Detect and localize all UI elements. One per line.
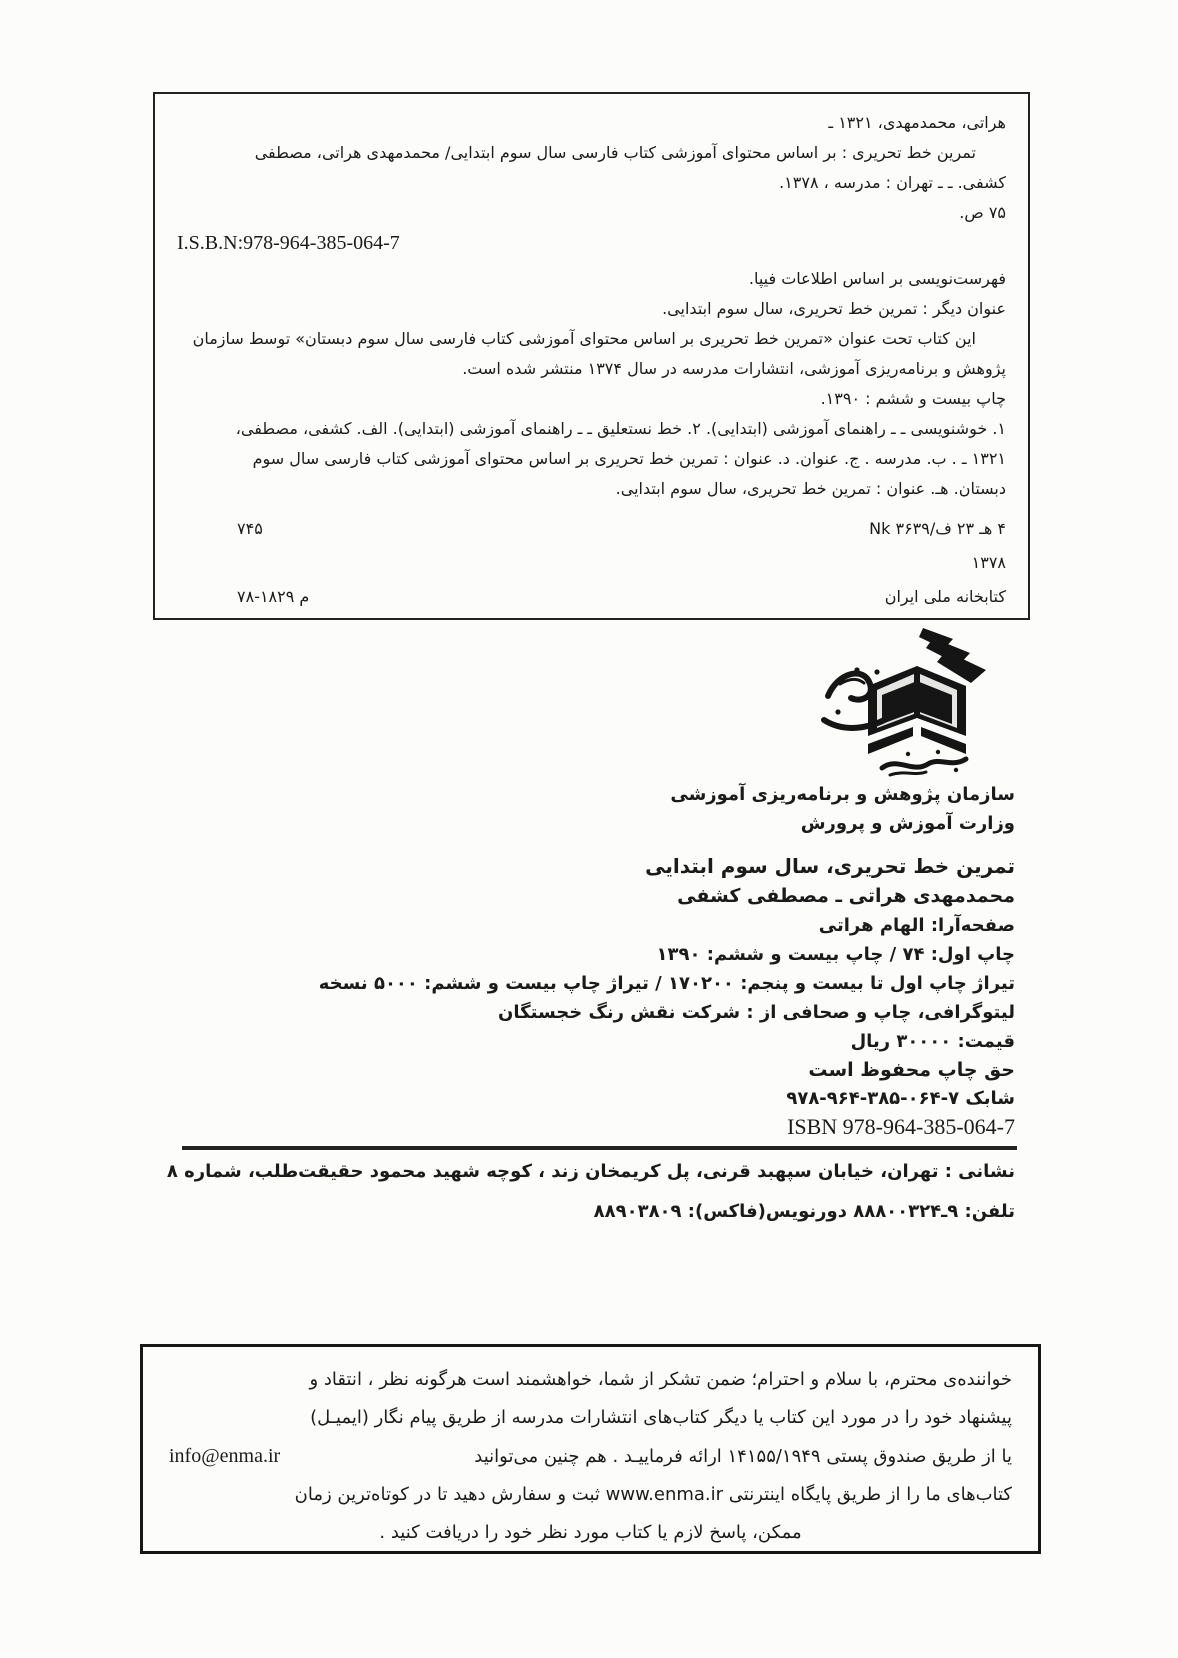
layout-credit-line: صفحه‌آرا: الهام هراتی [818,915,1015,936]
cip-title-line-1: تمرین خط تحریری : بر اساس محتوای آموزشی کتاب فارسی سال سوم ابتدایی/ محمدمهدی هراتی، مصطفی [254,143,976,162]
cip-year-number: ۱۳۷۸ [971,553,1006,572]
reader-note-line-3 [169,1437,1012,1476]
publisher-org-line-1: سازمان پژوهش و برنامه‌ریزی آموزشی [670,784,1015,805]
isbn-line: ISBN 978-964-385-064-7 [787,1114,1015,1139]
open-book-logo-icon [820,626,1015,778]
cip-other-title-line: عنوان دیگر : تمرین خط تحریری، سال سوم ابتدایی. [662,299,1006,318]
edition-line: چاپ اول: ۷۴ / چاپ بیست و ششم: ۱۳۹۰ [656,944,1015,965]
reader-note-line-1: خواننده‌ی محترم، با سلام و احترام؛ ضمن تشکر از شما، خواهشمند است هرگونه نظر ، انتقاد و [309,1369,1012,1390]
cip-numbers-section [177,512,1006,614]
address-line: نشانی : تهران، خیابان سپهبد قرنی، پل کریمخان زند ، کوچه شهید محمود حقیقت‌طلب، شماره ۸ [166,1161,1015,1182]
contact-block [167,1152,1015,1232]
shabak-label: شابک [965,1088,1015,1109]
madreseh-publications-logo [820,626,1015,778]
book-title: تمرین خط تحریری، سال سوم ابتدایی [645,854,1015,878]
copyright-line: حق چاپ محفوظ است [808,1059,1015,1081]
cip-call-number: ۴ هـ ۲۳ ف/۳۶۳۹ Nk [869,519,1006,538]
publisher-info-block [319,780,1015,1141]
reader-note-line-5: ممکن، پاسخ لازم یا کتاب مورد نظر خود را دریافت کنید . [379,1522,802,1543]
cip-isbn-line: I.S.B.N:978-964-385-064-7 [177,232,400,254]
cip-fipa-line: فهرست‌نویسی بر اساس اطلاعات فیپا. [748,269,1006,288]
cip-note-line-1: این کتاب تحت عنوان «تمرین خط تحریری بر اساس محتوای آموزشی کتاب فارسی سال سوم دبستان» توسط سازمان [192,329,976,348]
publisher-org-line-2: وزارت آموزش و پرورش [800,813,1015,834]
shabak-number: ۹۷۸-۹۶۴-۳۸۵-۰۶۴-۷ [786,1088,960,1109]
cip-library-row [177,580,1006,614]
print-run-line: تیراژ چاپ اول تا بیست و پنجم: ۱۷۰۲۰۰ / تیراژ چاپ بیست و ششم: ۵۰۰۰ نسخه [318,973,1015,994]
cip-note-line-2: پژوهش و برنامه‌ریزی آموزشی، انتشارات مدرسه در سال ۱۳۷۴ منتشر شده است. [462,359,1006,378]
cip-pages-line: ۷۵ ص. [959,203,1006,222]
phone-line: تلفن: ۹ـ۸۸۸۰۰۳۲۴ دورنویس(فاکس): ۸۸۹۰۳۸۰۹ [593,1201,1015,1222]
reader-note-line-2: پیشنهاد خود را در مورد این کتاب یا دیگر کتاب‌های انتشارات مدرسه از طریق پیام نگار (ایمیـل) [310,1407,1012,1428]
reader-note-line-3-text: یا از طریق صندوق پستی ۱۴۱۵۵/۱۹۴۹ ارائه فرماییـد . هم چنین می‌توانید [474,1446,1012,1467]
reader-note-box [140,1344,1041,1554]
authors-line: محمدمهدی هراتی ـ مصطفی کشفی [677,885,1015,907]
cip-subject-line-3: دبستان. هـ. عنوان : تمرین خط تحریری، سال سوم ابتدایی. [615,479,1006,498]
cip-subject-line-1: ۱. خوشنویسی ـ ـ راهنمای آموزشی (ابتدایی). ۲. خط نستعلیق ـ ـ راهنمای آموزشی (ابتدایی). الف. کشفی، مصطفی، [235,419,1006,438]
cip-author-line: هراتی، محمدمهدی، ۱۳۲۱ ـ [828,113,1006,132]
cip-dewey-number: ۷۴۵ [237,519,263,538]
cip-title-line-2: کشفی. ـ ـ تهران : مدرسه ، ۱۳۷۸. [779,173,1006,192]
cip-call-number-row [177,512,1006,546]
price-line: قیمت: ۳۰۰۰۰ ریال [850,1031,1015,1052]
horizontal-divider [182,1146,1017,1150]
cip-record-number: ۷۸-۱۸۲۹ م [237,587,310,606]
cip-national-library-label: کتابخانه ملی ایران [884,587,1006,606]
shabak-line [319,1085,1015,1113]
cip-edition-line: چاپ بیست و ششم : ۱۳۹۰. [820,389,1006,408]
reader-note-line-4: کتاب‌های ما را از طریق پایگاه اینترنتی www.enma.ir ثبت و سفارش دهید تا در کوتاه‌ترین زمان [294,1484,1012,1505]
lithography-line: لیتوگرافی، چاپ و صحافی از : شرکت نقش رنگ خجستگان [498,1002,1015,1023]
cip-cataloging-box [153,92,1030,620]
publisher-email: info@enma.ir [169,1445,281,1467]
cip-subject-line-2: ۱۳۲۱ ـ . ب. مدرسه . ج. عنوان. د. عنوان : تمرین خط تحریری بر اساس محتوای آموزشی کتاب فارسی سال سوم [252,449,1006,468]
